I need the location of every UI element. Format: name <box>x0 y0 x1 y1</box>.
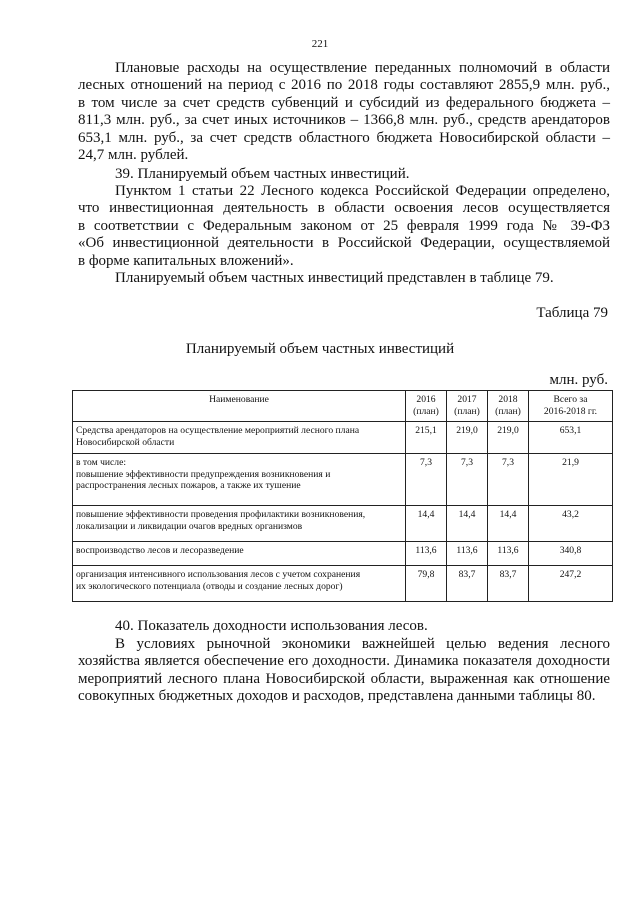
header-2016: 2016 (план) <box>406 391 447 422</box>
cell-total: 340,8 <box>529 542 613 566</box>
table-units: млн. руб. <box>549 372 608 388</box>
text-line: совокупных бюджетных доходов и расходов, представлена данными таблицы 80. <box>78 688 596 705</box>
text-line: Плановые расходы на осуществление переданных полномочий в области <box>115 60 610 76</box>
cell-2016: 14,4 <box>406 506 447 542</box>
cell-2017: 83,7 <box>447 566 488 602</box>
table-title: Планируемый объем частных инвестиций <box>185 341 455 357</box>
paragraph-table-reference: Планируемый объем частных инвестиций представлен в таблице 79. <box>115 270 554 286</box>
cell-2017: 113,6 <box>447 542 488 566</box>
text-line: хозяйства является обеспечение его доходности. Динамика показателя доходности <box>78 653 610 670</box>
table-row <box>73 422 613 454</box>
header-total: Всего за 2016-2018 гг. <box>529 391 613 422</box>
table-row <box>73 506 613 542</box>
cell-2018: 219,0 <box>488 422 529 454</box>
text-line: В условиях рыночной экономики важнейшей целью ведения лесного <box>115 636 610 652</box>
text-line: 811,3 млн. руб., за счет иных источников – 1366,8 млн. руб., средств арендаторов <box>78 112 610 129</box>
text-line: 653,1 млн. руб., за счет средств областного бюджета Новосибирской области – <box>78 129 610 146</box>
paragraph-profitability <box>78 636 610 706</box>
row-name-cell: Средства арендаторов на осуществление мероприятий лесного плана Новосибирской области <box>73 422 406 454</box>
text-line: в том числе за счет средств субвенций и субсидий из федерального бюджета – <box>78 94 610 111</box>
cell-total: 43,2 <box>529 506 613 542</box>
text-line: «Об инвестиционной деятельности в Российской Федерации, осуществляемой <box>78 235 610 252</box>
row-name-cell: повышение эффективности проведения профилактики возникновения, локализации и ликвидации очагов вредных организмов <box>73 506 406 542</box>
cell-total: 247,2 <box>529 566 613 602</box>
cell-2018: 14,4 <box>488 506 529 542</box>
paragraph-planned-expenses <box>78 60 610 164</box>
row-name-cell: в том числе: повышение эффективности предупреждения возникновения и распространения лесных пожаров, а также их тушение <box>73 454 406 506</box>
header-name: Наименование <box>73 391 406 422</box>
cell-2016: 7,3 <box>406 454 447 506</box>
table-row <box>73 454 613 506</box>
row-name-cell: организация интенсивного использования лесов с учетом сохранения их экологического потенциала (отводы и создание лесных дорог) <box>73 566 406 602</box>
cell-2017: 14,4 <box>447 506 488 542</box>
cell-total: 21,9 <box>529 454 613 506</box>
text-line: что инвестиционная деятельность в области освоения лесов осуществляется <box>78 200 610 217</box>
cell-2018: 7,3 <box>488 454 529 506</box>
cell-2016: 79,8 <box>406 566 447 602</box>
cell-2017: 7,3 <box>447 454 488 506</box>
header-2018: 2018 (план) <box>488 391 529 422</box>
text-line: мероприятий лесного плана Новосибирской области, выраженная как отношение <box>78 670 610 687</box>
cell-2016: 215,1 <box>406 422 447 454</box>
cell-total: 653,1 <box>529 422 613 454</box>
section-40-heading: 40. Показатель доходности использования лесов. <box>115 618 428 634</box>
cell-2018: 113,6 <box>488 542 529 566</box>
paragraph-forest-code <box>78 183 610 270</box>
header-2017: 2017 (план) <box>447 391 488 422</box>
section-39-heading: 39. Планируемый объем частных инвестиций. <box>115 166 410 182</box>
cell-2016: 113,6 <box>406 542 447 566</box>
table-header-row <box>73 391 613 422</box>
cell-2018: 83,7 <box>488 566 529 602</box>
text-line: 24,7 млн. рублей. <box>78 147 189 164</box>
page-number: 221 <box>311 38 329 50</box>
table-label: Таблица 79 <box>536 305 608 321</box>
text-line: лесных отношений на период с 2016 по 2018 годы составляют 2855,9 млн. руб., <box>78 77 610 94</box>
table-row <box>73 542 613 566</box>
row-name-cell: воспроизводство лесов и лесоразведение <box>73 542 406 566</box>
table-row <box>73 566 613 602</box>
investments-table <box>72 390 613 602</box>
text-line: Пунктом 1 статьи 22 Лесного кодекса Российской Федерации определено, <box>115 183 610 199</box>
text-line: в соответствии с Федеральным законом от 25 февраля 1999 года № 39-ФЗ <box>78 217 610 234</box>
text-line: в форме капитальных вложений». <box>78 252 294 269</box>
cell-2017: 219,0 <box>447 422 488 454</box>
